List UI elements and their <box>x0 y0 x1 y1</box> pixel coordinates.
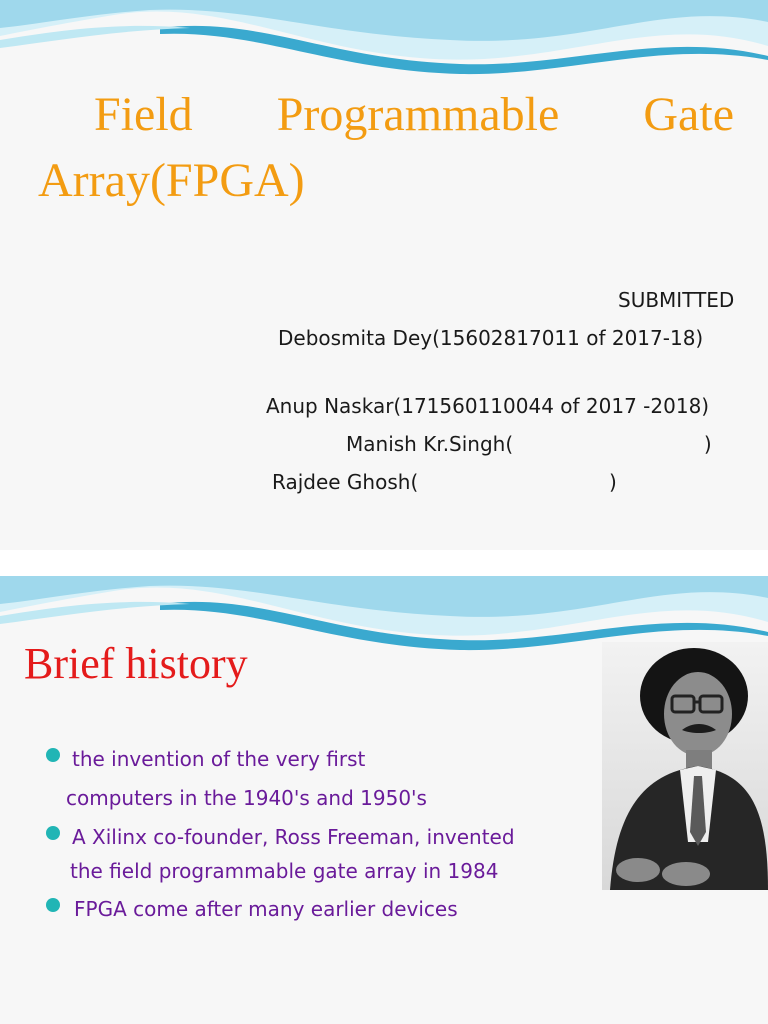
slide-separator <box>0 550 768 576</box>
title-line-1 <box>38 82 734 148</box>
bullet-dot-icon <box>46 826 60 840</box>
portrait-photo <box>602 642 768 890</box>
title-word-field: Field <box>94 88 193 141</box>
bullet-line: the invention of the very first <box>72 747 366 771</box>
bullet-line: A Xilinx co-founder, Ross Freeman, invented <box>72 825 515 849</box>
section-title: Brief history <box>24 639 248 688</box>
portrait-illustration <box>602 642 768 890</box>
member-1: Debosmita Dey(15602817011 of 2017-18) <box>278 326 704 350</box>
bullet-dot-icon <box>46 898 60 912</box>
member-4: Rajdee Ghosh( ) <box>272 470 617 494</box>
title-word-gate: Gate <box>643 88 734 141</box>
title-word-programmable: Programmable <box>276 88 560 141</box>
bullet-dot-icon <box>46 748 60 762</box>
member-3: Manish Kr.Singh( ) <box>346 432 712 456</box>
submitted-label: SUBMITTED <box>618 288 735 312</box>
bullet-line: the field programmable gate array in 1984 <box>70 859 499 883</box>
title-line-2: Array(FPGA) <box>38 154 305 207</box>
history-slide <box>0 576 768 1024</box>
bullet-line: computers in the 1940's and 1950's <box>66 786 427 810</box>
slide-title <box>38 82 734 214</box>
bullet-line: FPGA come after many earlier devices <box>74 897 458 921</box>
member-2: Anup Naskar(171560110044 of 2017 -2018) <box>266 394 710 418</box>
